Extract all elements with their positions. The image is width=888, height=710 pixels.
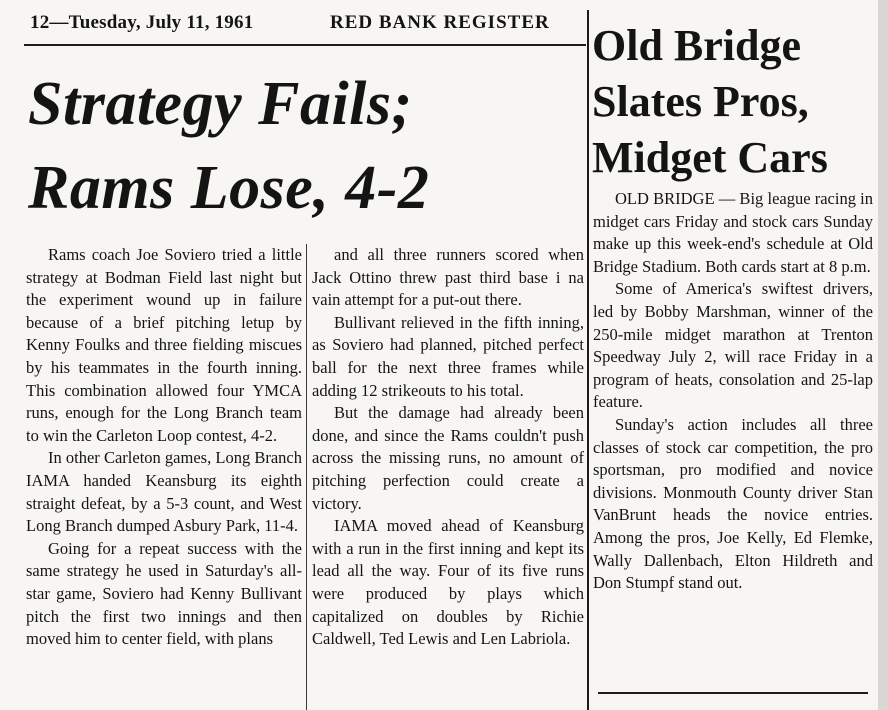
page-edge-shadow	[878, 0, 888, 710]
header-rule	[24, 44, 586, 46]
paragraph: Some of America's swiftest drivers, led by Bobby Marshman, winner of the 250-mile midget marathon at Trenton Speedway July 2, will race Friday in a program of heats, consolation and 25-lap feature.	[593, 279, 873, 412]
main-headline-line2: Rams Lose, 4-2	[28, 154, 430, 222]
main-story-column-1	[26, 244, 302, 651]
main-story-column-2	[312, 244, 584, 651]
section-divider	[587, 10, 589, 710]
paragraph: Going for a repeat success with the same strategy he used in Saturday's all-star game, Soviero had Kenny Bullivant pitch the first two innings and then moved him to center field, with plans	[26, 538, 302, 649]
main-headline	[28, 62, 584, 230]
side-headline-line1: Old Bridge	[592, 21, 802, 70]
paragraph: Rams coach Joe Soviero tried a little strategy at Bodman Field last night but the experiment wound up in failure because of a brief pitching letup by Kenny Foulks and three fielding miscues by his teammates in the fourth inning. This combination allowed four YMCA runs, enough for the Long Branch team to win the Carleton Loop contest, 4-2.	[26, 245, 302, 445]
paper-name: RED BANK REGISTER	[330, 12, 550, 33]
side-headline	[592, 18, 884, 186]
paragraph: Bullivant relieved in the fifth inning, as Soviero had planned, pitched perfect ball for the next three frames while adding 12 strikeouts to his total.	[312, 312, 584, 400]
date-line: 12—Tuesday, July 11, 1961	[30, 12, 254, 33]
paragraph: In other Carleton games, Long Branch IAMA handed Keansburg its eighth straight defeat, by a 5-3 count, and West Long Branch dumped Asbury Park, 11-4.	[26, 448, 302, 536]
paragraph: and all three runners scored when Jack Ottino threw past third base i na vain attempt for a put-out there.	[312, 245, 584, 310]
paragraph: OLD BRIDGE — Big league racing in midget cars Friday and stock cars Sunday make up this week-end's schedule at Old Bridge Stadium. Both cards start at 8 p.m.	[593, 189, 873, 276]
page-header	[30, 12, 586, 34]
side-headline-line3: Midget Cars	[592, 133, 828, 182]
main-headline-line1: Strategy Fails;	[28, 70, 413, 138]
side-headline-line2: Slates Pros,	[592, 77, 809, 126]
column-divider	[306, 244, 307, 710]
paragraph: IAMA moved ahead of Keansburg with a run in the first inning and kept its lead all the way. Four of its five runs were produced by plays which capitalized on doubles by Richie Caldwell, Ted Lewis and Len Labriola.	[312, 516, 584, 649]
paragraph: But the damage had already been done, and since the Rams couldn't push across the missing runs, no amount of pitching perfection could create a victory.	[312, 403, 584, 513]
story-end-rule	[598, 692, 868, 694]
side-story-body	[593, 188, 873, 595]
paragraph: Sunday's action includes all three classes of stock car competition, the pro sportsman, pro modified and novice divisions. Monmouth County driver Stan VanBrunt heads the novice entries. Among the pros, Joe Kelly, Ed Flemke, Wally Dallenbach, Elton Hildreth and Don Stumpf stand out.	[593, 414, 873, 593]
